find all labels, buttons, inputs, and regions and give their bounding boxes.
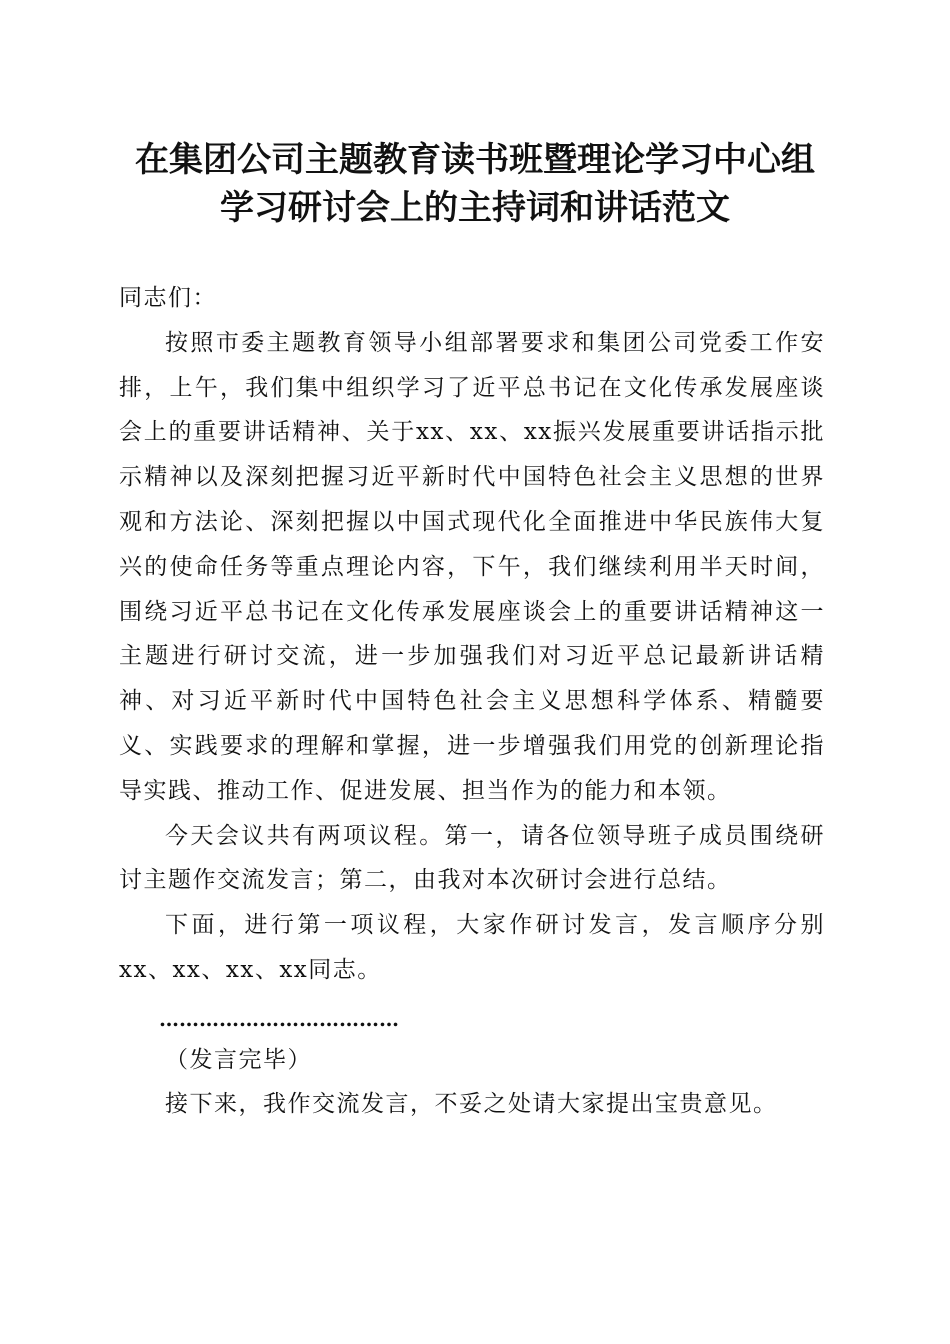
- paragraph-next: 接下来，我作交流发言，不妥之处请大家提出宝贵意见。: [165, 1091, 778, 1118]
- title-line-1: 在集团公司主题教育读书班暨理论学习中心组: [135, 140, 815, 180]
- document-title: [100, 136, 850, 232]
- paragraph-opening: 按照市委主题教育领导小组部署要求和集团公司党委工作安排，上午，我们集中组织学习了近平总书记在文化传承发展座谈会上的重要讲话精神、关于xx、xx、xx振兴发展重要讲话指示批示精神以及深刻把握习近平新时代中国特色社会主义思想的世界观和方法论、深刻把握以中国式现代化全面推进中华民族伟大复兴的使命任务等重点理论内容，下午，我们继续利用半天时间，围绕习近平总书记在文化传承发展座谈会上的重要讲话精神这一主题进行研讨交流，进一步加强我们对习近平总记最新讲话精神、对习近平新时代中国特色社会主义思想科学体系、精髓要义、实践要求的理解和掌握，进一步增强我们用党的创新理论指导实践、推动工作、促进发展、担当作为的能力和本领。: [119, 329, 825, 804]
- paragraph-agenda: 今天会议共有两项议程。第一，请各位领导班子成员围绕研讨主题作交流发言；第二，由我对本次研讨会进行总结。: [119, 822, 825, 894]
- title-line-2: 学习研讨会上的主持词和讲话范文: [220, 188, 730, 228]
- speech-finished-note: （发言完毕）: [165, 1046, 312, 1073]
- ellipsis-line: [119, 993, 825, 1038]
- document-body: [119, 276, 825, 1127]
- ellipsis-dots: ………………………………: [159, 1006, 399, 1031]
- salutation: 同志们：: [119, 285, 217, 311]
- paragraph-speaking-order: 下面，进行第一项议程，大家作研讨发言，发言顺序分别xx、xx、xx、xx同志。: [119, 912, 825, 983]
